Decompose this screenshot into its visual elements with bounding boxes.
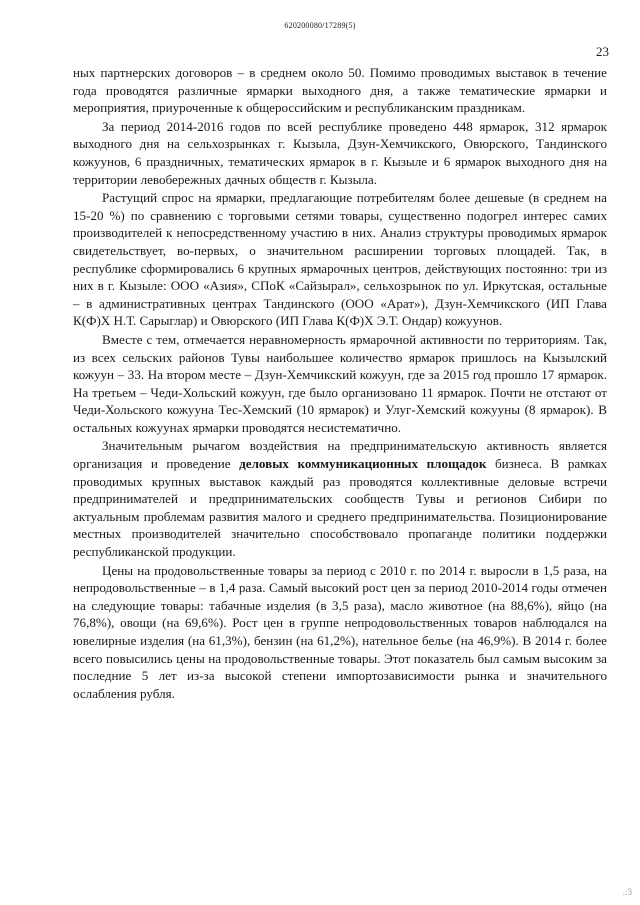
business-platforms-lead: Значительным рычагом воздействия на предпринимательскую активность является организация и проведение [73, 438, 607, 472]
paragraph-territorial-activity: Вместе с тем, отмечается неравномерность ярмарочной активности по территориям. Так, из всех сельских районов Тувы наибольшее количество ярмарок пришлось на Кызылский кожуун – 33. На втором месте – Дзун-Хемчикский кожуун, где за 2015 год прошло 17 ярмарок. На третьем – Чеди-Хольский кожуун, где было организовано 11 ярмарок. Почти не отстают от Чеди-Хольского кожууна Тес-Хемский (10 ярмарок) и Улуг-Хемский кожууны (8 ярмарок). В остальных кожуунах ярмарки проводятся несистематично. [73, 331, 607, 435]
page-number: 23 [596, 44, 609, 59]
business-platforms-bold-term: деловых коммуникационных площадок [239, 456, 487, 472]
paragraph-business-platforms [73, 437, 607, 560]
page-body [73, 64, 607, 702]
paragraph-fairs-count: За период 2014-2016 годов по всей республике проведено 448 ярмарок, 312 ярмарок выходного дня на сельхозрынках г. Кызыла, Дзун-Хемчикского, Овюрского, Тандинского кожуунов, 6 праздничных, тематических ярмарок в г. Кызыле и 6 ярмарок выходного дня на территории левобережных дачных обществ г. Кызыла. [73, 118, 607, 187]
paragraph-price-growth: Цены на продовольственные товары за период с 2010 г. по 2014 г. выросли в 1,5 раза, на непродовольственные – в 1,4 раза. Самый высокий рост цен за период 2010-2014 годы отмечен на следующие товары: табачные изделия (в 3,5 раза), масло животное (на 88,6%), яйцо (на 76,8%), овощи (на 69,6%). Рост цен в группе непродовольственных товаров наблюдался на ювелирные изделия (на 61,3%), бензин (на 61,2%), нательное белье (на 46,9%). В 2014 г. более всего повысились цены на продовольственные товары. Этот показатель был самым высоким за последние 5 лет из-за высокой степени импортозависимости рынка и значительного ослабления рубля. [73, 562, 607, 701]
paragraph-partner-agreements: ных партнерских договоров – в среднем около 50. Помимо проводимых выставок в течение года проводятся различные ярмарки выходного дня, а также тематические ярмарки и мероприятия, приуроченные к общероссийским и республиканским праздникам. [73, 65, 607, 116]
paragraph-fair-demand: Растущий спрос на ярмарки, предлагающие потребителям более дешевые (в среднем на 15-20 %) по сравнению с торговыми сетями товары, существенно подогрел интерес самих производителей к непосредственному участию в них. Анализ структуры проводимых ярмарок свидетельствует, во-первых, о значительном расширении торговых площадей. Так, в республике сформировались 6 крупных ярмарочных центров, действующих постоянно: три из них в г. Кызыле: ООО «Азия», СПоК «Сайзырал», сельхозрынок по ул. Иркутская, остальные – в административных центрах Тандинского (ООО «Арат»), Дзун-Хемчикского (ИП Глава К(Ф)Х Н.Т. Сарыглар) и Овюрского (ИП Глава К(Ф)Х Э.Т. Ондар) кожуунов. [73, 190, 607, 329]
scan-corner-mark: .:3 [622, 887, 632, 897]
document-id: 620200080/17289(5) [284, 21, 356, 30]
business-platforms-rest: бизнеса. В рамках проводимых крупных выставок каждый раз проводятся коллективные деловые встречи предпринимателей и предпринимательских сообществ Тувы и регионов Сибири по актуальным проблемам развития малого и среднего предпринимательства. Позиционирование местных производителей значительно способствовало пропаганде политики поддержки республиканской продукции. [73, 456, 608, 560]
